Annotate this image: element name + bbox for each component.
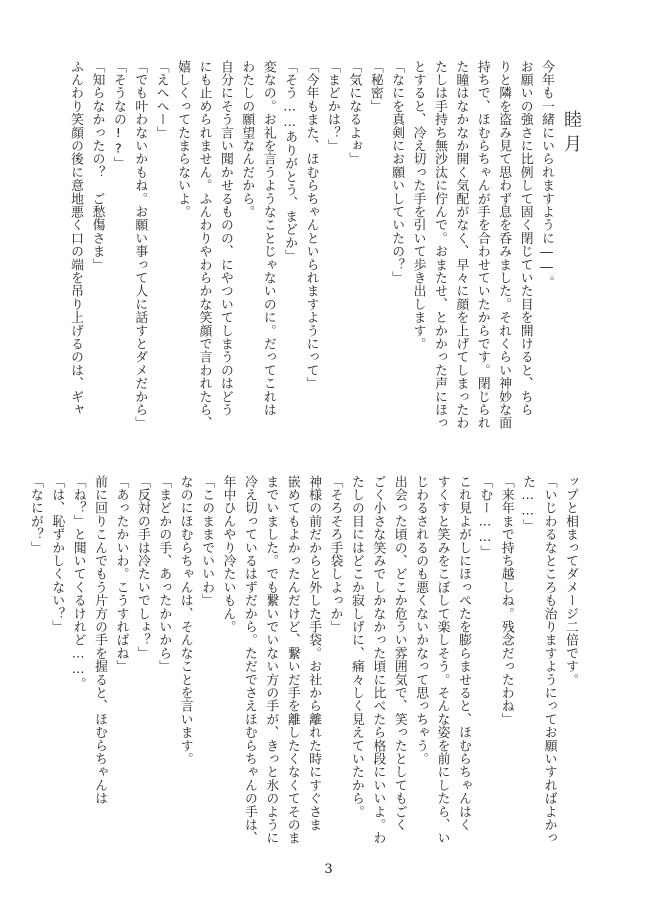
text-line: これ見よがしにほっぺたを膨らませると、ほむらちゃんはく (455, 475, 471, 832)
text-line: 「反対の手は冷たいでしょ？」 (134, 475, 150, 660)
text-line: 「そう……ありがとう、まどか」 (282, 60, 298, 263)
text-block-upper (65, 60, 557, 430)
text-line: ップと相まってダメージ二倍です。 (563, 475, 578, 687)
text-line: 「いじわるなところも治りますようにってお願いすればよかっ (541, 475, 557, 845)
text-line: 「あったかいわ。こうすればね」 (113, 475, 129, 673)
text-line: 「えへへー」 (153, 60, 169, 140)
text-line: 「そうなの!?」 (110, 60, 126, 170)
text-line: 「なにが？」 (27, 475, 43, 555)
text-line: 今年も一緒にいられますように――。 (539, 60, 554, 289)
text-line: すくすと笑みをこぼして楽しそう。そんな姿を前にしたら、い (434, 475, 450, 845)
text-line: 「気になるよぉ」 (346, 60, 362, 166)
text-line: なのにほむらちゃんは、そんなことを言います。 (177, 475, 193, 766)
text-line: までいました。でも繋いでいない方の手が、きっと氷のように (263, 475, 279, 845)
text-line: た瞳はなかなか開く気配がなく、早々に顔を上げてしまったわ (453, 60, 469, 430)
text-line: た……」 (520, 475, 536, 533)
text-line: 変なの。お礼を言うようなことじゃないのに。だってこれは (260, 60, 276, 417)
text-line: とすると、冷え切った手を引いて歩き出します。 (410, 60, 426, 351)
text-line: 「ね？」と聞いてくるけれど……。 (70, 475, 86, 691)
text-line: 持ちで、ほむらちゃんが手を合わせていたからです。閉じられ (474, 60, 490, 430)
text-line: 嵌めてもよかったんだけど、繋いだ手を離したくなくてそのま (284, 475, 300, 845)
text-line: じわるされるのも悪くないかなって思っちゃう。 (413, 475, 429, 766)
text-line: わたしの願望なんだから。 (239, 60, 255, 219)
text-line: ふんわり笑顔の後に意地悪く口の端を吊り上げるのは、ギャ (68, 60, 84, 417)
text-line: 「むー……」 (477, 475, 493, 559)
text-line: 「は、恥ずかしくない？」 (49, 475, 65, 634)
text-line: 「今年もまた、ほむらちゃんといられますようにって」 (303, 60, 319, 390)
text-line: 冷え切っているはずだから。ただでさえほむらちゃんの手は、 (241, 475, 257, 845)
text-line: 嬉しくってたまらないよ。 (175, 60, 191, 219)
text-line: 「まどかは？」 (324, 60, 340, 153)
text-line: 「このままでいいわ」 (199, 475, 215, 607)
text-line: お願いの強さに比例して固く閉じていた目を開けると、ちら (517, 60, 533, 417)
text-line: にも止められません。ふんわりやわらかな笑顔で言われたら、 (196, 60, 212, 430)
text-line: 「そろそろ手袋しよっか」 (327, 475, 343, 634)
page-number: 3 (324, 862, 333, 877)
text-line: 神様の前だからと外した手袋。お社から離れた時にすぐさま (306, 475, 322, 832)
chapter-title: 睦月 (561, 110, 582, 158)
text-line: 年中ひんやり冷たいもん。 (220, 475, 236, 634)
text-line: 「でも叶わないかもね。お願い事って人に話すとダメだから」 (132, 60, 148, 430)
text-line: 自分にそう言い聞かせるものの、にやついてしまうのはどう (217, 60, 233, 417)
text-line: 「まどかの手、あったかいから」 (156, 475, 172, 673)
text-line: 前に回りこんでもう片方の手を握ると、ほむらちゃんは (92, 475, 108, 805)
text-line: たしは手持ち無沙汰に佇んで。おまたせ、とかかった声にほっ (431, 60, 447, 430)
text-block-lower (24, 475, 581, 845)
text-line: 「来年まで持ち越しね。残念だったわね」 (498, 475, 514, 726)
text-line: りと隣を盗み見て思わず息を呑みました。それくらい神妙な面 (496, 60, 512, 430)
text-line: 「なにを真剣にお願いしていたの？」 (389, 60, 405, 285)
text-line: 「秘密」 (367, 60, 383, 113)
text-line: 出会った頃の、どこか危うい雰囲気で、笑ったとしてもごく (391, 475, 407, 832)
text-line: 「知らなかったの？ ご愁傷さま」 (89, 60, 105, 272)
text-line: たしの目にはどこか寂しげに、痛々しく見えていたから。 (348, 475, 364, 819)
text-line: ごく小さな笑みでしかなかった頃に比べたら格段にいいよ。わ (370, 475, 386, 845)
